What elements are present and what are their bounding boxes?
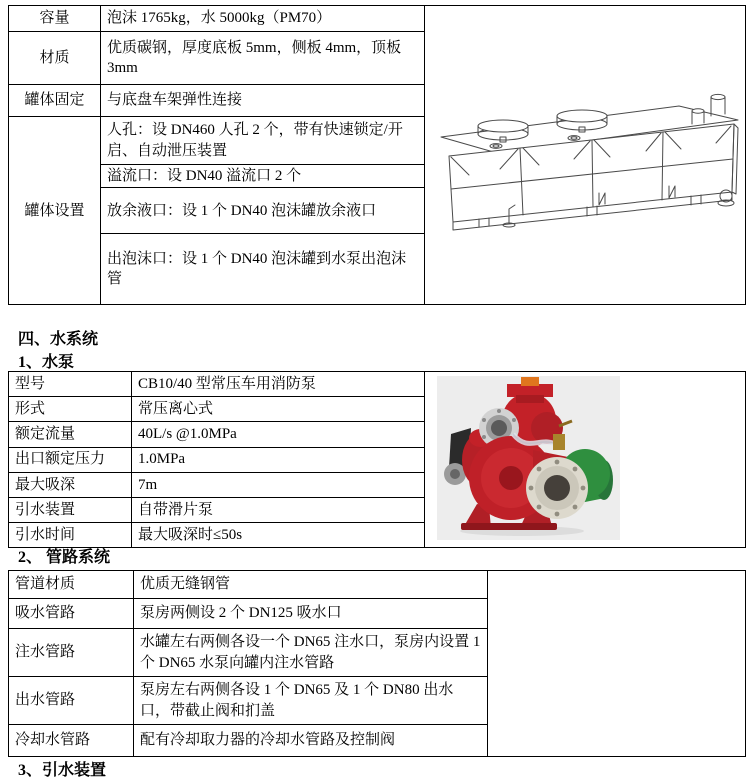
tank-spec-table (8, 5, 746, 305)
tank-image-cell (425, 6, 746, 305)
row-value: CB10/40 型常压车用消防泵 (132, 372, 425, 397)
row-value: 配有冷却取力器的冷却水管路及控制阀 (134, 725, 488, 757)
row-label: 额定流量 (9, 422, 132, 447)
row-value: 最大吸深时≤50s (132, 523, 425, 548)
row-value: 1.0MPa (132, 447, 425, 472)
section-heading-water-system: 四、水系统 (18, 331, 99, 348)
row-value: 7m (132, 472, 425, 497)
row-value: 出泡沫口：设 1 个 DN40 泡沫罐到水泵出泡沫管 (101, 234, 425, 305)
row-value: 水罐左右两侧各设一个 DN65 注水口，泵房内设置 1 个 DN65 水泵向罐内注水管路 (134, 629, 488, 677)
tank-isometric-wireframe-drawing (439, 93, 740, 241)
row-value: 优质碳钢，厚度底板 5mm，侧板 4mm，顶板 3mm (101, 32, 425, 85)
row-value: 自带滑片泵 (132, 497, 425, 522)
row-label: 最大吸深 (9, 472, 132, 497)
row-label: 引水时间 (9, 523, 132, 548)
row-label: 吸水管路 (9, 599, 134, 629)
row-value: 泡沫 1765kg，水 5000kg（PM70） (101, 6, 425, 32)
empty-image-cell (488, 571, 746, 757)
row-value: 40L/s @1.0MPa (132, 422, 425, 447)
pump-spec-table (8, 371, 746, 548)
row-value: 常压离心式 (132, 397, 425, 422)
row-label: 管道材质 (9, 571, 134, 599)
row-value: 放余液口：设 1 个 DN40 泡沫罐放余液口 (101, 188, 425, 234)
subsection-heading-next-partial: 3、引水装置 (18, 762, 107, 779)
row-label: 注水管路 (9, 629, 134, 677)
table-row (9, 372, 746, 397)
row-value: 人孔：设 DN460 人孔 2 个，带有快速锁定/开启、自动泄压装置 (101, 117, 425, 165)
row-value: 泵房两侧设 2 个 DN125 吸水口 (134, 599, 488, 629)
row-label: 材质 (9, 32, 101, 85)
table-row (9, 571, 746, 599)
row-label: 出口额定压力 (9, 447, 132, 472)
row-value: 优质无缝钢管 (134, 571, 488, 599)
table-row (9, 6, 746, 32)
row-value: 溢流口：设 DN40 溢流口 2 个 (101, 165, 425, 188)
row-label: 出水管路 (9, 677, 134, 725)
row-label: 罐体固定 (9, 85, 101, 117)
piping-spec-table (8, 570, 746, 757)
fire-pump-photo (437, 376, 620, 540)
subsection-heading-piping: 2、 管路系统 (18, 549, 111, 566)
row-label: 冷却水管路 (9, 725, 134, 757)
row-value: 泵房左右两侧各设 1 个 DN65 及 1 个 DN80 出水口，带截止阀和扪盖 (134, 677, 488, 725)
row-label: 形式 (9, 397, 132, 422)
row-value: 与底盘车架弹性连接 (101, 85, 425, 117)
subsection-heading-pump: 1、水泵 (18, 354, 75, 371)
row-label: 容量 (9, 6, 101, 32)
row-label: 型号 (9, 372, 132, 397)
row-label: 罐体设置 (9, 117, 101, 305)
pump-image-cell (425, 372, 746, 548)
row-label: 引水装置 (9, 497, 132, 522)
